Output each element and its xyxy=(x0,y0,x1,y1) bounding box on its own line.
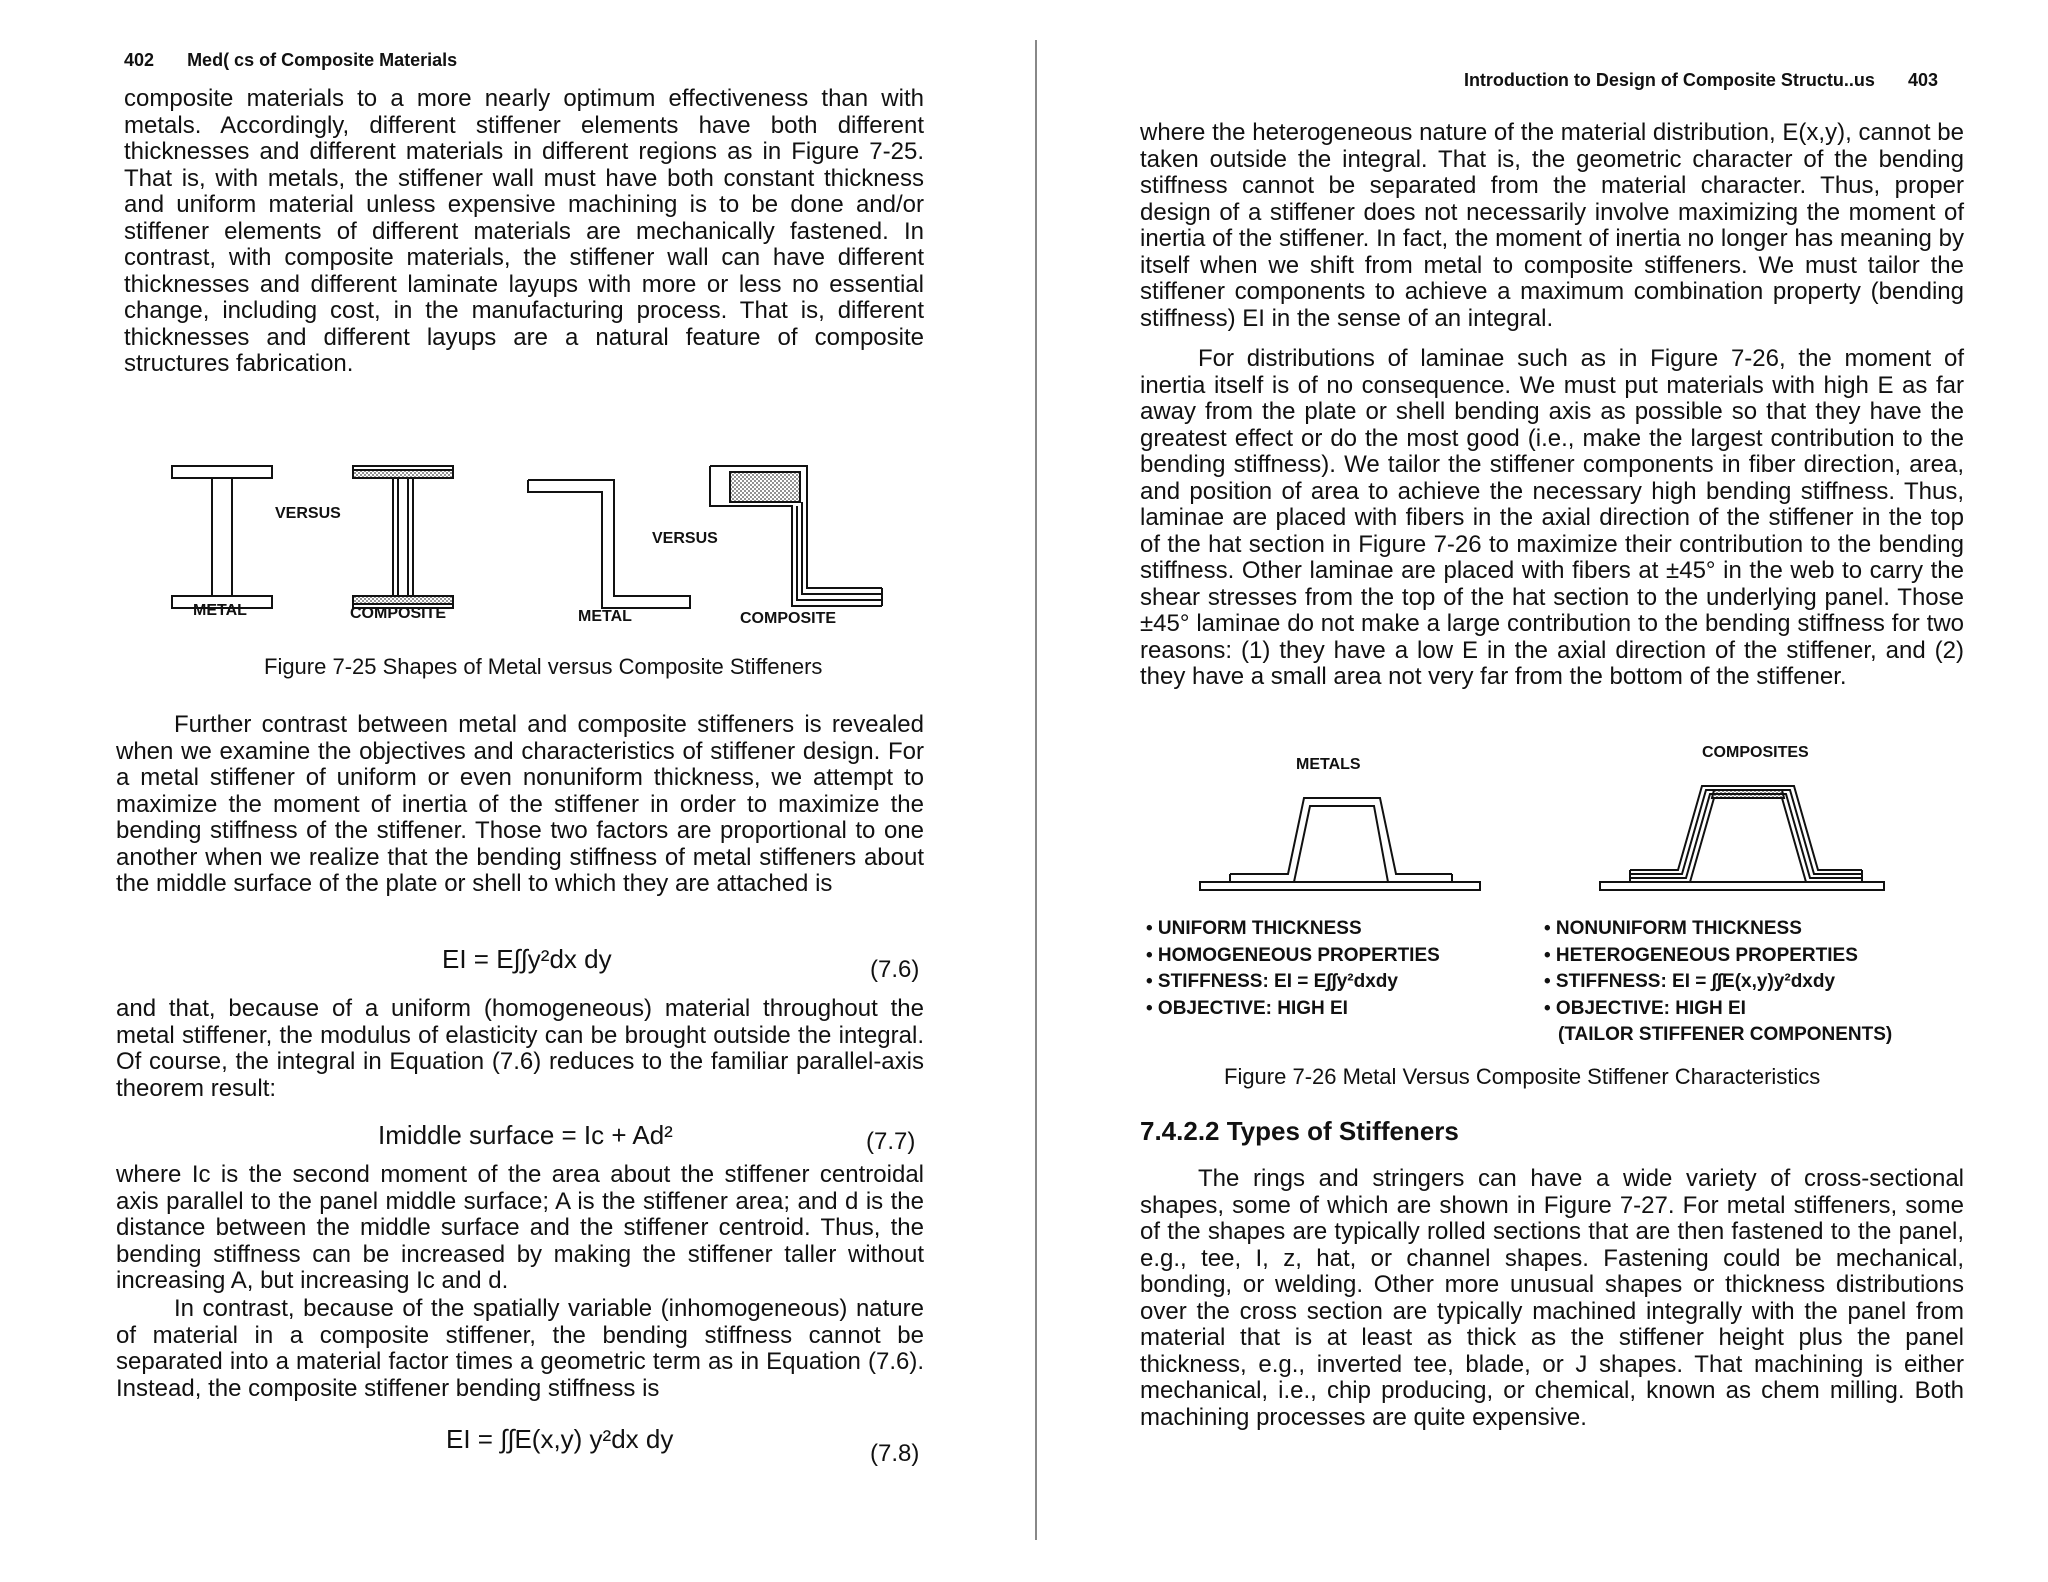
composite-characteristic-item: • STIFFNESS: EI = ∫∫E(x,y)y²dxdy xyxy=(1544,971,1836,992)
metal-characteristic-item: • UNIFORM THICKNESS xyxy=(1146,918,1362,939)
left-paragraph-1: composite materials to a more nearly optimum effectiveness than with metals. Accordingly, different stiffener elements have both different thicknesses and different materials in different regions as in Figure 7-25. That is, with metals, the stiffener wall must have both constant thickness and uniform material unless expensive machining is to be done and/or stiffener elements of different materials are mechanically fastened. In contrast, with composite materials, the stiffener wall can have different thicknesses and different laminate layups with more or less no essential change, including cost, in the manufacturing process. That is, different thicknesses and different layups are a natural feature of composite structures fabrication. xyxy=(124,85,924,377)
right-paragraph-1: where the heterogeneous nature of the material distribution, E(x,y), cannot be taken outside the integral. That is, the geometric character of the bending stiffness cannot be separated from the material character. Thus, proper design of a stiffener does not necessarily involve maximizing the moment of inertia of the stiffener. In fact, the moment of inertia no longer has meaning by itself when we shift from metal to composite stiffeners. We must tailor the stiffener components to achieve a maximum combination property (bending stiffness) EI in the sense of an integral. xyxy=(1140,119,1964,332)
composites-label: COMPOSITES xyxy=(1702,744,1809,761)
figure-7-25-caption: Figure 7-25 Shapes of Metal versus Composite Stiffeners xyxy=(264,654,823,679)
metal-hat-section xyxy=(1200,798,1480,890)
metal-label-1: METAL xyxy=(193,602,247,619)
right-page-number: 403 xyxy=(1907,70,1938,90)
left-page xyxy=(0,0,1000,1582)
right-paragraph-2: For distributions of laminae such as in Figure 7-26, the moment of inertia itself is of no consequence. We must put materials with high E as far away from the plate or shell bending axis as possible so that they have the greatest effect or do the most good (i.e., make the largest contribution to the bending stiffness). We tailor the stiffener components in fiber direction, area, and position of area to achieve the necessary high bending stiffness. Thus, laminae are placed with fibers in the axial direction of the stiffener in the top of the hat section in Figure 7-26 to maximize their contribution to the bending stiffness. Other laminae are placed with fibers at ±45° in the web to carry the shear stresses from the top of the hat section to the underlying panel. Those ±45° laminae do not make a large contribution to the bending stiffness for two reasons: (1) they have a low E in the axial direction of the stiffener, and (2) they have a small area not very far from the bottom of the stiffener. xyxy=(1140,345,1964,690)
equation-7-7: Imiddle surface = Ic + Ad² xyxy=(378,1120,673,1150)
left-page-number: 402 xyxy=(124,50,155,70)
metal-i-beam-shape xyxy=(172,466,272,608)
metal-label-2: METAL xyxy=(578,608,632,625)
left-running-head: Med( cs of Composite Materials xyxy=(187,50,458,70)
right-paragraph-3: The rings and stringers can have a wide variety of cross-sectional shapes, some of which are shown in Figure 7-27. For metal stiffeners, some of the shapes are typically rolled sections that are then fastened to the panel, e.g., tee, I, z, hat, or channel shapes. Fastening could be mechanical, bonding, or welding. Other more unusual shapes or thickness distributions over the cross section are typically machined integrally with the panel from material that is at least as thick as the stiffener height plus the panel thickness, e.g., inverted tee, blade, or J shapes. That machining is either mechanical, i.e., chip producing, or chemical, known as chem milling. Both machining processes are quite expensive. xyxy=(1140,1165,1964,1431)
left-paragraph-2: Further contrast between metal and composite stiffeners is revealed when we examine the objectives and characteristics of stiffener design. For a metal stiffener of uniform or even nonuniform thickness, we attempt to maximize the moment of inertia of the stiffener in order to maximize the bending stiffness of the stiffener. Those two factors are proportional to one another when we realize that the bending stiffness of metal stiffeners about the middle surface of the plate or shell to which they are attached is xyxy=(116,711,924,897)
metal-characteristics-list xyxy=(1146,916,1440,1022)
composite-characteristics-list xyxy=(1544,916,1892,1049)
right-running-header xyxy=(1464,70,1938,91)
composite-label-2: COMPOSITE xyxy=(740,610,837,627)
metals-label: METALS xyxy=(1296,756,1361,773)
equation-7-7-number: (7.7) xyxy=(866,1128,916,1155)
composite-i-beam-shape xyxy=(353,466,453,608)
versus-label-2: VERSUS xyxy=(652,530,718,547)
figure-7-26-drawing xyxy=(1190,770,1910,900)
left-paragraph-4: where Ic is the second moment of the area about the stiffener centroidal axis parallel to the panel middle surface; A is the stiffener area; and d is the distance between the middle surface and the stiffener centroid. Thus, the bending stiffness can be increased by making the stiffener taller without increasing A, but increasing Ic and d. xyxy=(116,1161,924,1294)
composite-label-1: COMPOSITE xyxy=(350,605,447,622)
composite-characteristic-item: (TAILOR STIFFENER COMPONENTS) xyxy=(1558,1024,1893,1045)
composite-characteristic-item: • HETEROGENEOUS PROPERTIES xyxy=(1544,944,1858,966)
composite-hat-section xyxy=(1600,786,1884,890)
equation-7-6-number: (7.6) xyxy=(870,956,920,983)
composite-characteristic-item: • NONUNIFORM THICKNESS xyxy=(1544,918,1802,939)
metal-characteristic-item: • HOMOGENEOUS PROPERTIES xyxy=(1146,944,1440,966)
equation-7-8-number: (7.8) xyxy=(870,1440,920,1467)
metal-characteristic-item: • OBJECTIVE: HIGH EI xyxy=(1146,997,1348,1019)
equation-7-6: EI = E∫∫y²dx dy xyxy=(442,944,612,974)
versus-label-1: VERSUS xyxy=(275,505,341,522)
right-running-head: Introduction to Design of Composite Structu..us xyxy=(1463,70,1875,90)
right-page xyxy=(1040,0,2048,1582)
page-gutter-divider xyxy=(1035,40,1037,1540)
left-running-header xyxy=(124,50,457,71)
left-paragraph-3: and that, because of a uniform (homogeneous) material throughout the metal stiffener, the modulus of elasticity can be brought outside the integral. Of course, the integral in Equation (7.6) reduces to the familiar parallel-axis theorem result: xyxy=(116,995,924,1102)
figure-7-25-drawing xyxy=(170,460,890,630)
equation-7-8: EI = ∫∫E(x,y) y²dx dy xyxy=(446,1424,674,1454)
figure-7-26-caption: Figure 7-26 Metal Versus Composite Stiffener Characteristics xyxy=(1224,1064,1821,1089)
left-paragraph-5: In contrast, because of the spatially variable (inhomogeneous) nature of material in a composite stiffener, the bending stiffness cannot be separated into a material factor times a geometric term as in Equation (7.6). Instead, the composite stiffener bending stiffness is xyxy=(116,1295,924,1402)
composite-characteristic-item: • OBJECTIVE: HIGH EI xyxy=(1544,997,1746,1019)
metal-characteristic-item: • STIFFNESS: EI = E∫∫y²dxdy xyxy=(1146,971,1398,992)
section-heading: 7.4.2.2 Types of Stiffeners xyxy=(1140,1116,1459,1146)
composite-z-shape xyxy=(710,466,882,606)
